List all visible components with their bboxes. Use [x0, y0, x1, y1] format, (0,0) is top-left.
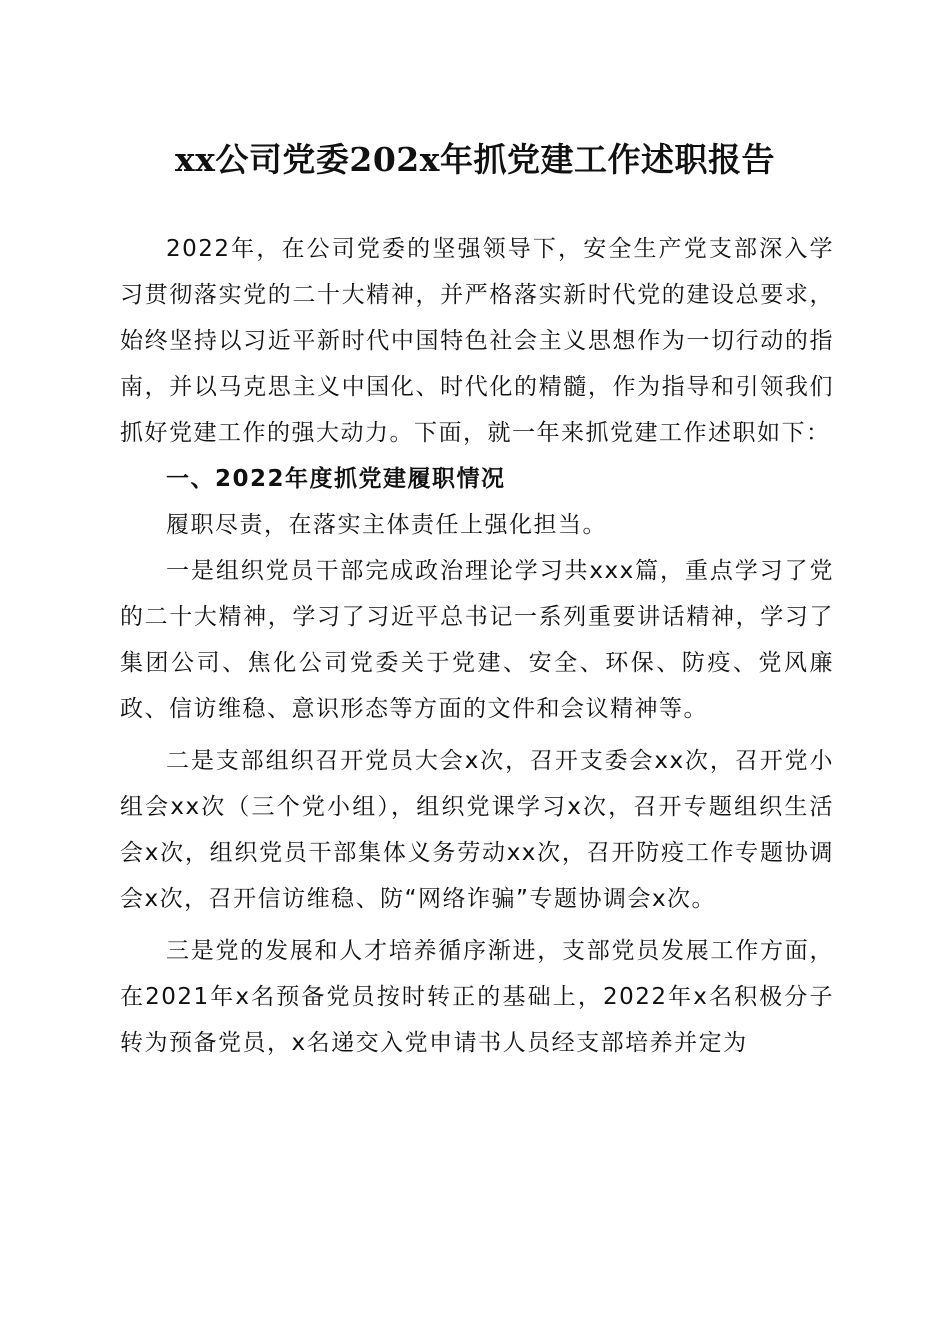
document-title: xx公司党委202x年抓党建工作述职报告 [175, 140, 775, 179]
point-one-paragraph: 一是组织党员干部完成政治理论学习共xxx篇，重点学习了党的二十大精神，学习了习近平总书记一系列重要讲话精神，学习了集团公司、焦化公司党委关于党建、安全、环保、防疫、党风廉政、信访维稳、意识形态等方面的文件和会议精神等。 [120, 558, 834, 722]
section-summary-paragraph: 履职尽责，在落实主体责任上强化担当。 [166, 512, 607, 538]
document-body [120, 226, 834, 1066]
section-heading: 一、2022年度抓党建履职情况 [166, 466, 506, 492]
intro-paragraph: 2022年，在公司党委的坚强领导下，安全生产党支部深入学习贯彻落实党的二十大精神，并严格落实新时代党的建设总要求，始终坚持以习近平新时代中国特色社会主义思想作为一切行动的指南，并以马克思主义中国化、时代化的精髓，作为指导和引领我们抓好党建工作的强大动力。下面，就一年来抓党建工作述职如下： [120, 236, 834, 446]
point-two-paragraph: 二是支部组织召开党员大会x次，召开支委会xx次，召开党小组会xx次（三个党小组），组织党课学习x次，召开专题组织生活会x次，组织党员干部集体义务劳动xx次，召开防疫工作专题协调会x次，召开信访维稳、防“网络诈骗”专题协调会x次。 [120, 748, 834, 912]
point-three-paragraph: 三是党的发展和人才培养循序渐进，支部党员发展工作方面，在2021年x名预备党员按时转正的基础上，2022年x名积极分子转为预备党员，x名递交入党申请书人员经支部培养并定为 [120, 938, 834, 1056]
